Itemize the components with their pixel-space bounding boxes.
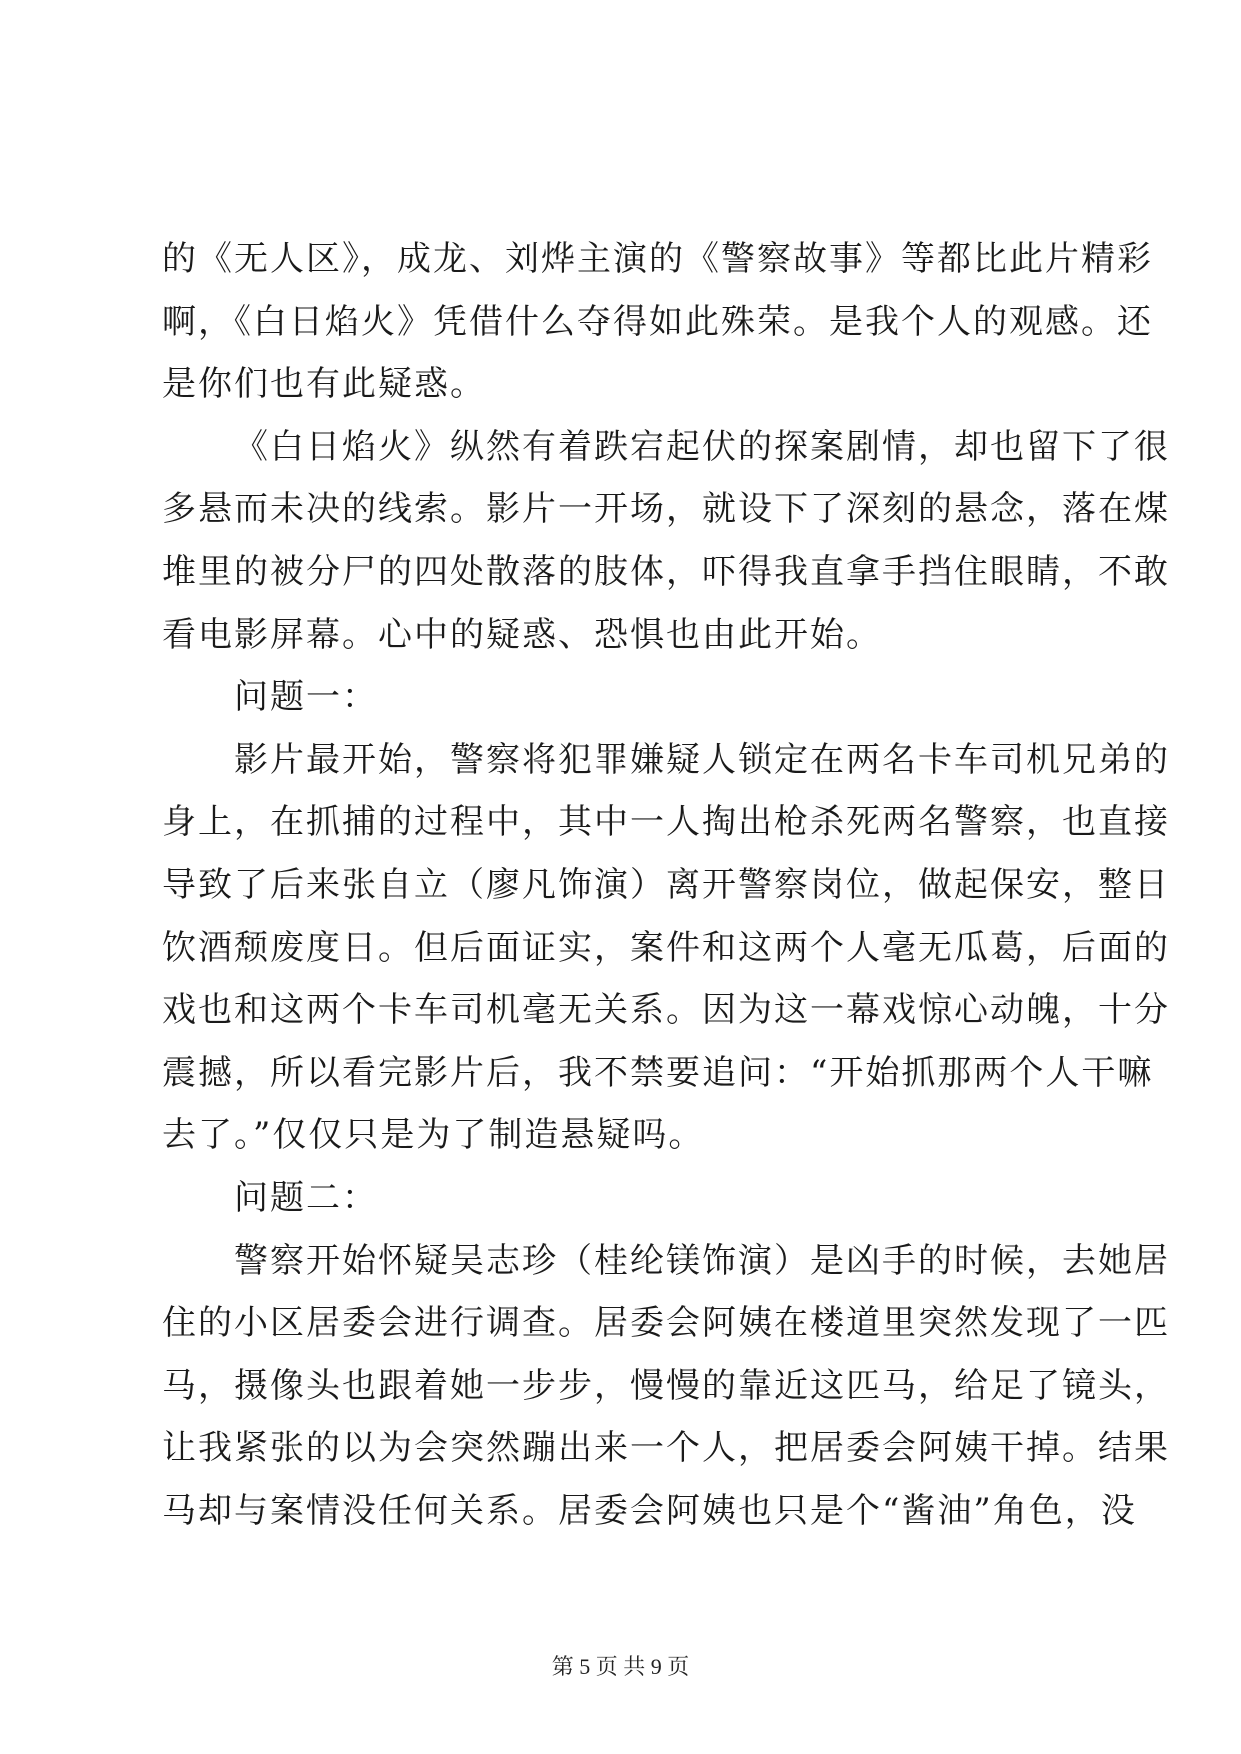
body-text: [162, 228, 1170, 1542]
text-line: 震撼，所以看完影片后，我不禁要追问：“开始抓那两个人干嘛: [162, 1052, 1154, 1093]
text-line: 影片最开始，警察将犯罪嫌疑人锁定在两名卡车司机兄弟的: [234, 739, 1170, 780]
text-line: 导致了后来张自立（廖凡饰演）离开警察岗位，做起保安，整日: [162, 864, 1170, 905]
page-footer: 第 5 页 共 9 页: [551, 1654, 690, 1679]
text-line: 住的小区居委会进行调查。居委会阿姨在楼道里突然发现了一匹: [162, 1303, 1170, 1344]
text-line: 啊，《白日焰火》凭借什么夺得如此殊荣。是我个人的观感。还: [162, 301, 1153, 342]
text-line: 多悬而未决的线索。影片一开场，就设下了深刻的悬念，落在煤: [162, 489, 1170, 530]
text-line: 问题一：: [234, 677, 378, 718]
text-line: 看电影屏幕。心中的疑惑、恐惧也由此开始。: [162, 614, 882, 655]
text-line: 马，摄像头也跟着她一步步，慢慢的靠近这匹马，给足了镜头，: [162, 1365, 1170, 1406]
text-line: 身上，在抓捕的过程中，其中一人掏出枪杀死两名警察，也直接: [162, 802, 1170, 843]
text-line: 去了。”仅仅只是为了制造悬疑吗。: [162, 1115, 705, 1156]
text-line: 是你们也有此疑惑。: [162, 364, 486, 405]
text-line: 戏也和这两个卡车司机毫无关系。因为这一幕戏惊心动魄，十分: [162, 990, 1170, 1031]
text-line: 饮酒颓废度日。但后面证实，案件和这两个人毫无瓜葛，后面的: [162, 927, 1170, 968]
text-line: 警察开始怀疑吴志珍（桂纶镁饰演）是凶手的时候，去她居: [234, 1240, 1170, 1281]
text-line: 让我紧张的以为会突然蹦出来一个人，把居委会阿姨干掉。结果: [162, 1428, 1170, 1469]
text-line: 的《无人区》，成龙、刘烨主演的《警察故事》等都比此片精彩: [162, 239, 1153, 279]
text-line: 马却与案情没任何关系。居委会阿姨也只是个“酱油”角色，没: [162, 1490, 1137, 1531]
text-line: 《白日焰火》纵然有着跌宕起伏的探案剧情，却也留下了很: [234, 426, 1170, 467]
text-line: 堆里的被分尸的四处散落的肢体，吓得我直拿手挡住眼睛，不敢: [162, 551, 1170, 592]
text-line: 问题二：: [234, 1177, 378, 1218]
